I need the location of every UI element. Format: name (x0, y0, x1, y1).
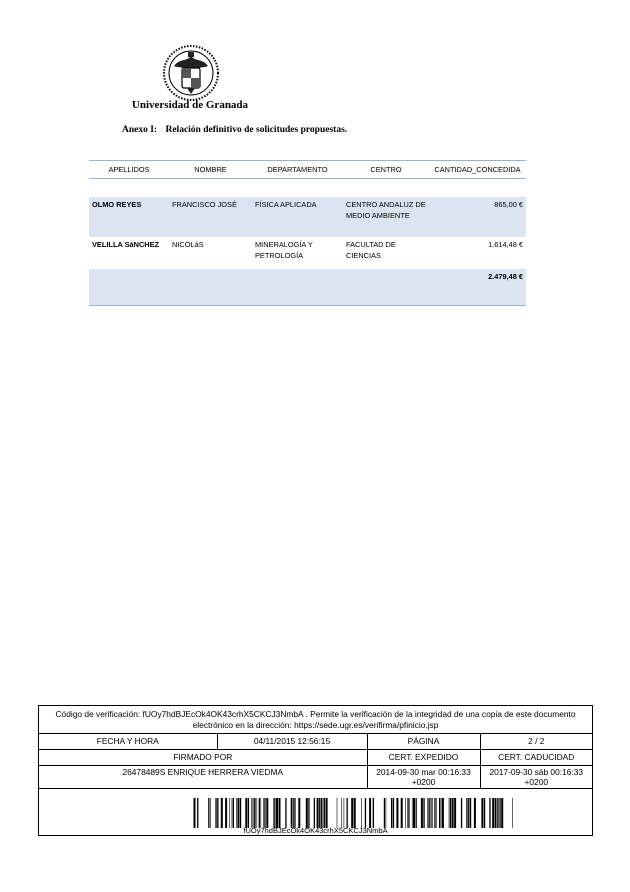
barcode-bar (259, 798, 260, 828)
barcode-bar (253, 798, 254, 828)
barcode-bar (306, 798, 308, 828)
barcode-bar (225, 798, 227, 828)
table-row (89, 197, 526, 237)
barcode-bar (428, 798, 429, 828)
barcode-bar (484, 798, 485, 828)
barcode-bar (326, 798, 328, 828)
barcode-bar (279, 798, 281, 828)
barcode-bar (427, 798, 428, 828)
barcode-bar (321, 798, 322, 828)
annex-heading (122, 125, 347, 135)
barcode-bar (384, 798, 385, 828)
barcode-bar (248, 798, 249, 828)
barcode-bar (265, 798, 266, 828)
barcode-bar (421, 798, 423, 828)
barcode-bar (245, 798, 247, 828)
barcode-bar (263, 798, 264, 828)
cell-nombre: NICOLáS (172, 240, 204, 249)
barcode (189, 798, 515, 828)
barcode-bar (470, 798, 471, 828)
grants-table (89, 160, 526, 306)
barcode-bar (255, 798, 256, 828)
barcode-bar (373, 798, 374, 828)
barcode-bar (449, 798, 450, 828)
barcode-bar (298, 798, 300, 828)
barcode-bar (439, 798, 440, 828)
fecha-label: FECHA Y HORA (39, 734, 217, 750)
table-row (89, 237, 526, 269)
col-centro: CENTRO (343, 161, 429, 179)
barcode-bar (323, 798, 324, 828)
col-cantidad: CANTIDAD_CONCEDIDA (429, 161, 526, 179)
barcode-bar (396, 798, 398, 828)
fecha-value: 04/11/2015 12:56:15 (217, 734, 367, 750)
caducidad-value: 2017-09-30 sáb 00:16:33 +0200 (480, 766, 592, 789)
table-header-row (89, 161, 526, 179)
barcode-bar (423, 798, 424, 828)
cell-apellidos: OLMO REYES (89, 197, 169, 237)
barcode-bar (361, 798, 362, 828)
barcode-bar (208, 798, 209, 828)
barcode-bar (293, 798, 294, 828)
verification-text: Código de verificación: fUOy7hdBJEcOk4OK43crhX5CKCJ3NmbA . Permite la verificación de la integridad de una copia de este documento electrónico en la dirección: https://sede.ugr.es/verifirma/pfinicio.jsp (39, 706, 592, 734)
barcode-bar (266, 798, 268, 828)
barcode-bar (495, 798, 496, 828)
barcode-bar (386, 798, 387, 828)
barcode-bar (412, 798, 413, 828)
barcode-bar (434, 798, 435, 828)
barcode-bar (337, 798, 338, 828)
barcode-bar (251, 798, 252, 828)
barcode-bar (194, 798, 196, 828)
cell-departamento: MINERALOGÍA Y PETROLOGÍA (255, 240, 313, 260)
pagina-value: 2 / 2 (480, 734, 592, 750)
barcode-bar (407, 798, 408, 828)
barcode-bar (432, 798, 433, 828)
barcode-bar (236, 798, 237, 828)
barcode-bar (454, 798, 456, 828)
firmante: 26478489S ENRIQUE HERRERA VIEDMA (39, 766, 367, 789)
barcode-bar (232, 798, 233, 828)
barcode-bar (273, 798, 274, 828)
barcode-bar (452, 798, 454, 828)
barcode-bar (512, 798, 513, 828)
barcode-bar (324, 798, 325, 828)
barcode-bar (221, 798, 223, 828)
barcode-bar (497, 798, 498, 828)
barcode-bar (499, 798, 500, 828)
barcode-bar (276, 798, 278, 828)
barcode-bar (319, 798, 320, 828)
barcode-bar (354, 798, 356, 828)
barcode-text: fUOy7hdBJEcOk4OK43crhX5CKCJ3NmbA (243, 826, 388, 835)
col-apellidos: APELLIDOS (89, 161, 169, 179)
cell-centro: CENTRO ANDALUZ DE MEDIO AMBIENTE (343, 197, 429, 237)
barcode-bar (498, 798, 499, 828)
barcode-bar (413, 798, 415, 828)
barcode-bar (308, 798, 309, 828)
caducidad-label: CERT. CADUCIDAD (480, 750, 592, 766)
barcode-bar (294, 798, 295, 828)
barcode-bar (317, 798, 319, 828)
barcode-bar (450, 798, 451, 828)
barcode-bar (369, 798, 371, 828)
barcode-bar (441, 798, 442, 828)
col-nombre: NOMBRE (169, 161, 252, 179)
signature-box (38, 705, 593, 836)
barcode-bar (393, 798, 394, 828)
barcode-bar (215, 798, 216, 828)
barcode-bar (468, 798, 469, 828)
barcode-bar (291, 798, 292, 828)
barcode-bar (344, 798, 345, 828)
barcode-bar (261, 798, 262, 828)
barcode-bar (217, 798, 218, 828)
barcode-bar (285, 798, 286, 828)
expedido-label: CERT. EXPEDIDO (367, 750, 480, 766)
barcode-bar (197, 798, 198, 828)
barcode-bar (429, 798, 430, 828)
university-crest-logo (160, 42, 222, 104)
pagina-label: PÁGINA (367, 734, 480, 750)
barcode-bar (210, 798, 211, 828)
expedido-value: 2014-09-30 mar 00:16:33 +0200 (367, 766, 480, 789)
university-name: Universidad de Granada (131, 99, 249, 111)
barcode-bar (391, 798, 392, 828)
cell-apellidos: VELILLA SáNCHEZ (92, 240, 160, 249)
barcode-bar (431, 798, 432, 828)
barcode-bar (274, 798, 275, 828)
barcode-bar (492, 798, 494, 828)
barcode-bar (240, 798, 241, 828)
barcode-bar (351, 798, 353, 828)
col-departamento: DEPARTAMENTO (252, 161, 343, 179)
barcode-bar (416, 798, 417, 828)
cell-cantidad: 865,00 € (429, 197, 526, 237)
barcode-bar (466, 798, 467, 828)
barcode-bar (408, 798, 409, 828)
barcode-bar (436, 798, 437, 828)
total-amount: 2.479,48 € (429, 269, 526, 306)
barcode-bar (254, 798, 255, 828)
barcode-bar (229, 798, 230, 828)
barcode-bar (233, 798, 234, 828)
barcode-bar (365, 798, 366, 828)
barcode-bar (405, 798, 406, 828)
barcode-bar (461, 798, 462, 828)
barcode-bar (442, 798, 444, 828)
total-row (89, 269, 526, 306)
barcode-bar (489, 798, 490, 828)
barcode-bar (237, 798, 239, 828)
barcode-bar (501, 798, 503, 828)
barcode-bar (474, 798, 476, 828)
barcode-bar (314, 798, 315, 828)
barcode-bar (257, 798, 258, 828)
cell-centro: FACULTAD DE CIENCIAS (346, 240, 396, 260)
cell-nombre: FRANCISCO JOSÉ (169, 197, 252, 237)
barcode-bar (347, 798, 348, 828)
barcode-bar (341, 798, 342, 828)
firmado-label: FIRMADO POR (39, 750, 367, 766)
barcode-bar (401, 798, 403, 828)
annex-label: Anexo I: (122, 125, 158, 135)
annex-title: Relación definitivo de solicitudes propuestas. (165, 125, 348, 135)
barcode-bar (481, 798, 483, 828)
cell-departamento: FÍSICA APLICADA (252, 197, 343, 237)
cell-cantidad: 1.614,48 € (488, 240, 523, 249)
